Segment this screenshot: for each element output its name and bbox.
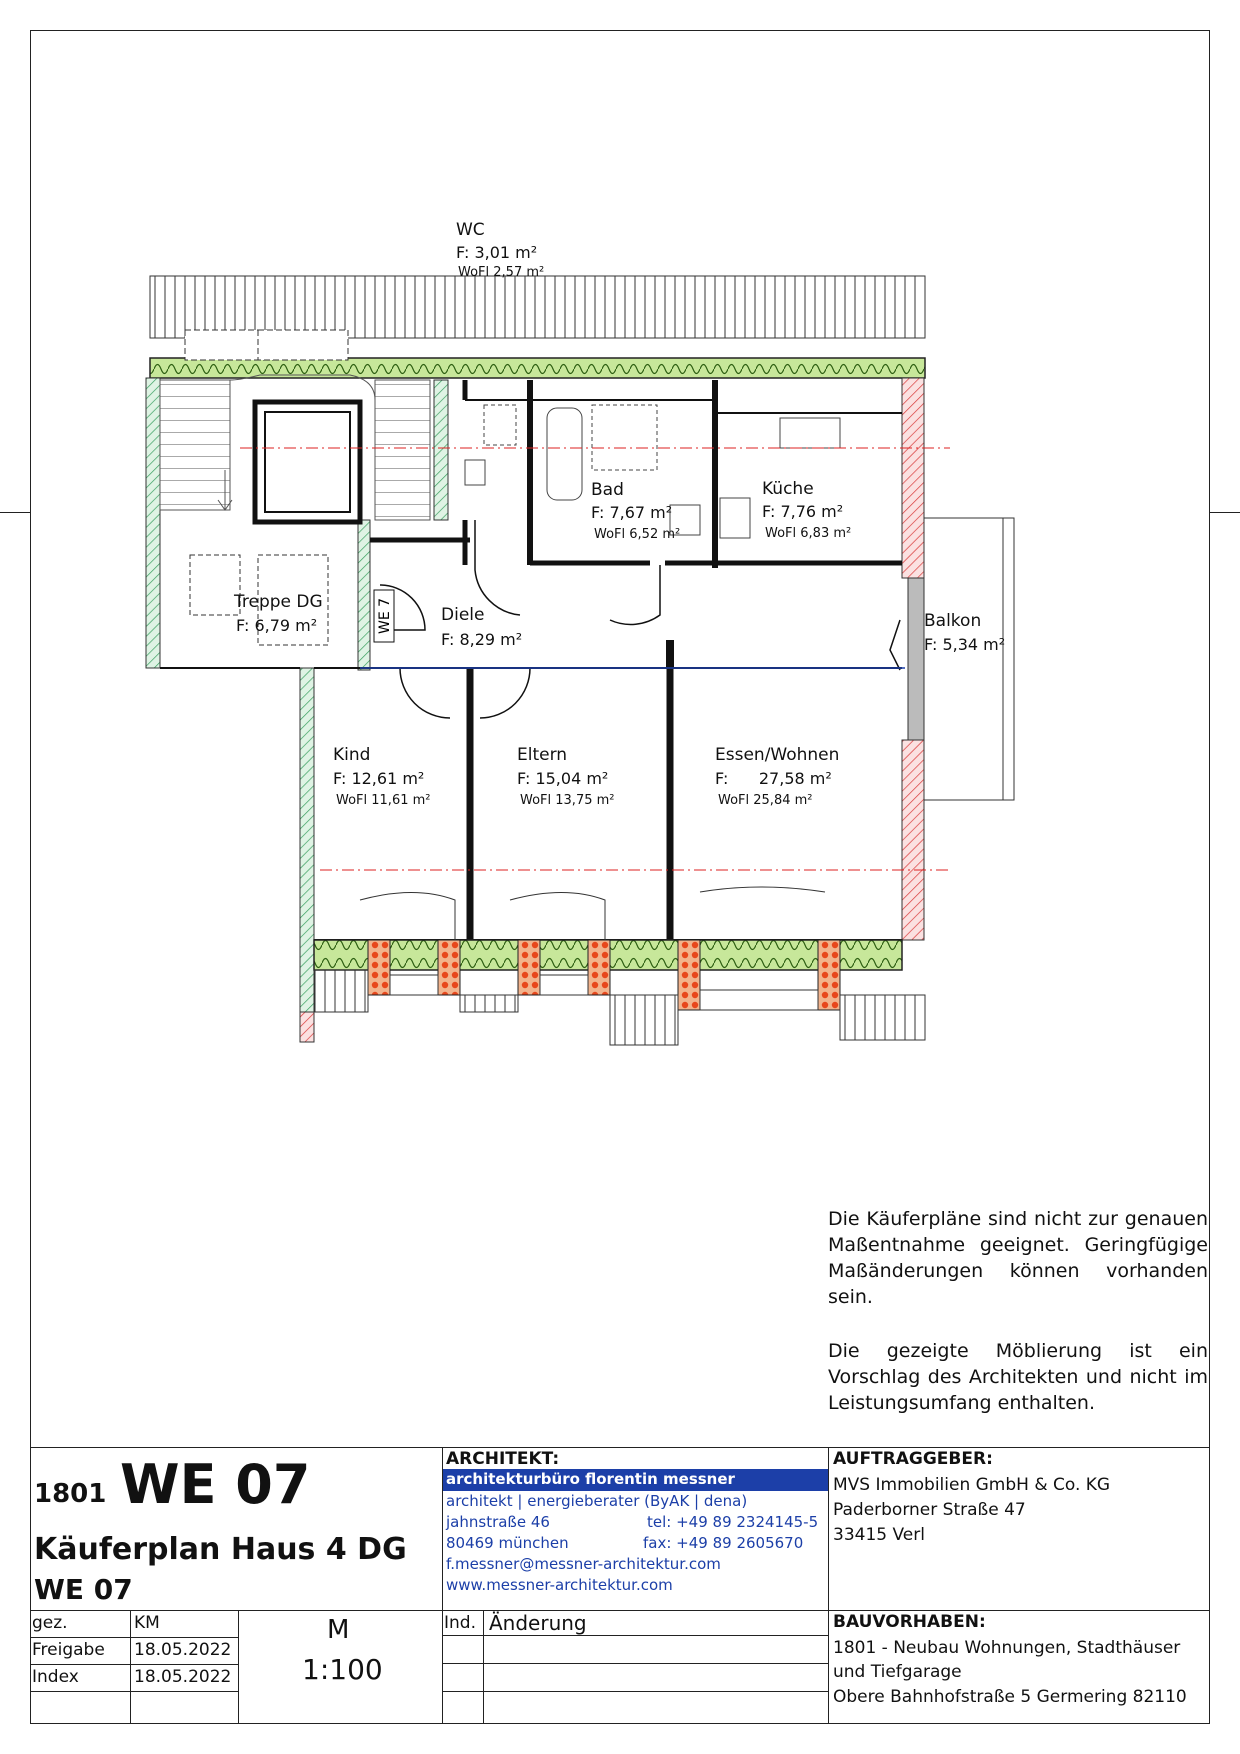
architect-tel: tel: +49 89 2324145-5 bbox=[647, 1513, 819, 1531]
architect-web[interactable]: www.messner-architektur.com bbox=[446, 1576, 673, 1594]
index-label: Index bbox=[32, 1667, 79, 1687]
room-essen-name: Essen/Wohnen bbox=[715, 745, 840, 765]
gez-value: KM bbox=[134, 1613, 160, 1633]
index-value: 18.05.2022 bbox=[134, 1667, 232, 1687]
gez-label: gez. bbox=[32, 1613, 68, 1633]
room-eltern-wofl: WoFl 13,75 m² bbox=[520, 793, 615, 808]
scale-value: 1:100 bbox=[302, 1653, 383, 1686]
room-bad-wofl: WoFl 6,52 m² bbox=[594, 527, 681, 542]
outer-walls bbox=[146, 378, 924, 1013]
client-line1: MVS Immobilien GmbH & Co. KG bbox=[833, 1475, 1111, 1495]
room-balkon-area: F: 5,34 m² bbox=[924, 635, 1006, 654]
title-block bbox=[30, 1447, 1210, 1724]
room-treppe-area: F: 6,79 m² bbox=[236, 616, 318, 635]
room-diele-area: F: 8,29 m² bbox=[441, 630, 523, 649]
changes-aenderung: Änderung bbox=[489, 1611, 587, 1635]
room-balkon-name: Balkon bbox=[924, 611, 982, 631]
roof-top bbox=[150, 276, 925, 338]
plan-title: Käuferplan Haus 4 DG bbox=[34, 1532, 407, 1567]
unit-title: WE 07 bbox=[120, 1453, 311, 1516]
architect-city: 80469 münchen bbox=[446, 1534, 569, 1552]
plan-subtitle: WE 07 bbox=[34, 1573, 133, 1606]
room-bad-name: Bad bbox=[591, 480, 624, 500]
room-treppe-name: Treppe DG bbox=[234, 592, 323, 612]
architect-firm: architekturbüro florentin messner bbox=[446, 1470, 735, 1488]
disclaimer-note-1: Die Käuferpläne sind nicht zur genauen Maßentnahme geeignet. Geringfügige Maßänderungen können vorhanden sein. bbox=[828, 1208, 1208, 1308]
architect-fax: fax: +49 89 2605670 bbox=[643, 1534, 804, 1552]
room-kind-wofl: WoFl 11,61 m² bbox=[336, 793, 431, 808]
room-eltern-name: Eltern bbox=[517, 745, 568, 765]
project-line3: Obere Bahnhofstraße 5 Germering 82110 bbox=[833, 1687, 1187, 1707]
room-essen-area: F: 27,58 m² bbox=[715, 769, 832, 788]
room-kueche-name: Küche bbox=[762, 479, 814, 499]
room-wc-area: F: 3,01 m² bbox=[456, 243, 538, 262]
scale-label: M bbox=[327, 1615, 350, 1645]
project-line1: 1801 - Neubau Wohnungen, Stadthäuser bbox=[833, 1638, 1181, 1658]
architect-heading: ARCHITEKT: bbox=[446, 1449, 560, 1469]
room-diele-name: Diele bbox=[441, 605, 485, 625]
client-line2: Paderborner Straße 47 bbox=[833, 1500, 1026, 1520]
room-essen-wofl: WoFl 25,84 m² bbox=[718, 793, 813, 808]
freigabe-label: Freigabe bbox=[32, 1640, 105, 1660]
room-wc-name: WC bbox=[456, 220, 485, 240]
room-kueche-wofl: WoFl 6,83 m² bbox=[765, 526, 852, 541]
room-bad-area: F: 7,67 m² bbox=[591, 503, 673, 522]
room-kueche-area: F: 7,76 m² bbox=[762, 502, 844, 521]
room-eltern-area: F: 15,04 m² bbox=[517, 769, 609, 788]
architect-street: jahnstraße 46 bbox=[446, 1513, 550, 1531]
client-line3: 33415 Verl bbox=[833, 1525, 925, 1545]
architect-line1: architekt | energieberater (ByAK | dena) bbox=[446, 1492, 748, 1510]
room-kind-area: F: 12,61 m² bbox=[333, 769, 425, 788]
project-line2: und Tiefgarage bbox=[833, 1662, 962, 1682]
disclaimer-note-2: Die gezeigte Möblierung ist ein Vorschlag des Architekten und nicht im Leistungsumfang enthalten. bbox=[828, 1340, 1208, 1414]
client-heading: AUFTRAGGEBER: bbox=[833, 1449, 993, 1469]
project-number: 1801 bbox=[34, 1479, 107, 1509]
dormers bbox=[300, 887, 925, 1045]
room-wc-wofl: WoFl 2,57 m² bbox=[458, 265, 545, 280]
freigabe-value: 18.05.2022 bbox=[134, 1640, 232, 1660]
unit-tag: WE 7 bbox=[377, 597, 393, 634]
balcony bbox=[924, 518, 1014, 800]
architect-email[interactable]: f.messner@messner-architektur.com bbox=[446, 1555, 721, 1573]
project-heading: BAUVORHABEN: bbox=[833, 1612, 986, 1632]
changes-ind: Ind. bbox=[444, 1613, 476, 1633]
room-kind-name: Kind bbox=[333, 745, 371, 765]
